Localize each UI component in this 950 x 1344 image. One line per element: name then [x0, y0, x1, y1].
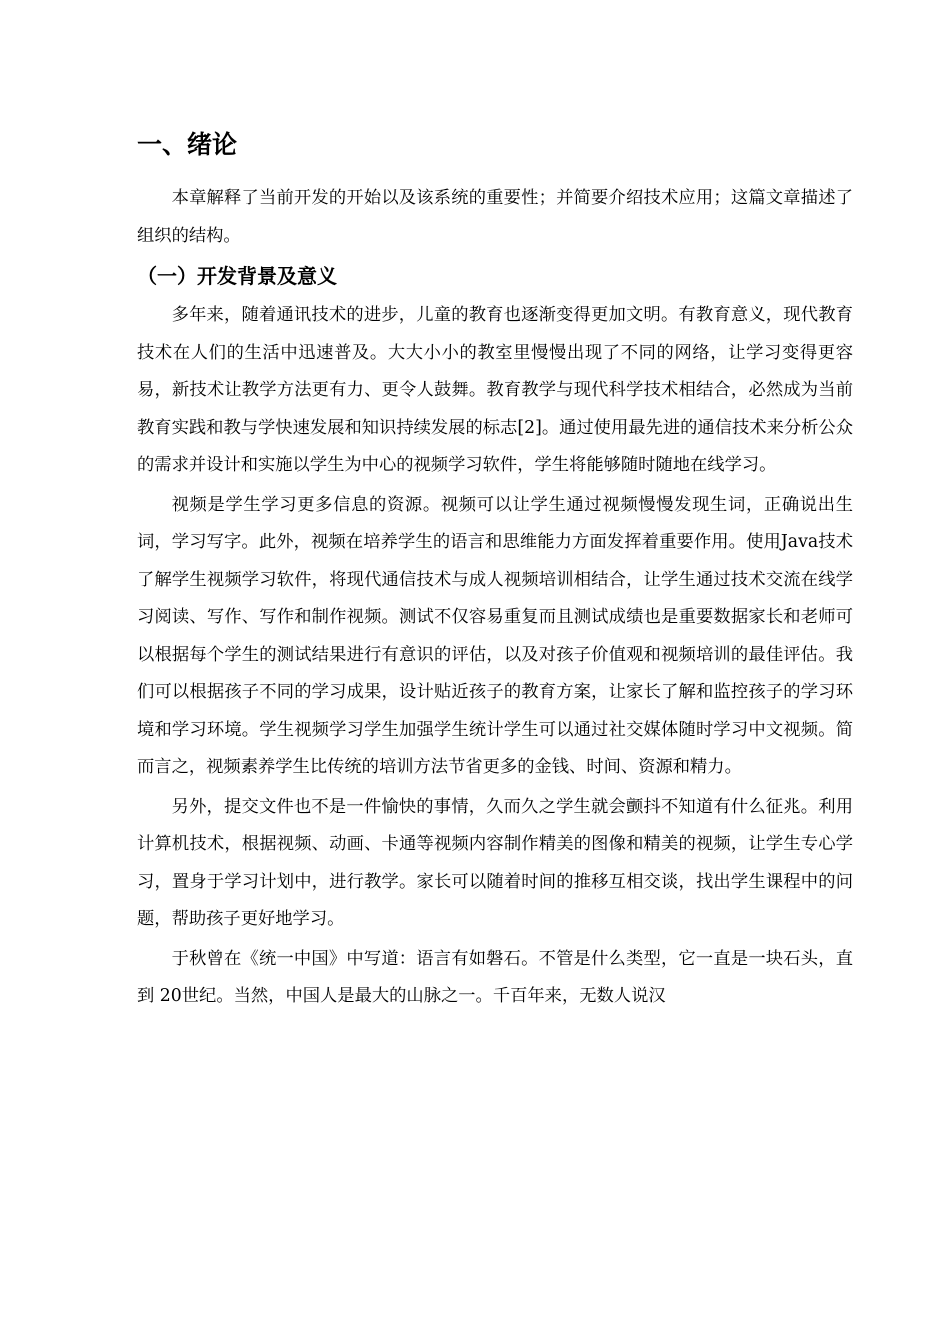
chapter-heading: 一、绪论: [137, 130, 238, 159]
body-paragraph-4: 于秋曾在《统一中国》中写道：语言有如磐石。不管是什么类型，它一直是一块石头，直到 20世纪。当然，中国人是最大的山脉之一。千百年来，无数人说汉: [137, 948, 853, 1006]
body-paragraph-1: 多年来，随着通讯技术的进步，儿童的教育也逐渐变得更加文明。有教育意义，现代教育技术在人们的生活中迅速普及。大大小小的教室里慢慢出现了不同的网络，让学习变得更容易，新技术让教学方法更有力、更令人鼓舞。教育教学与现代科学技术相结合，必然成为当前教育实践和教与学快速发展和知识持续发展的标志[2]。通过使用最先进的通信技术来分析公众的需求并设计和实施以学生为中心的视频学习软件，学生将能够随时随地在线学习。: [137, 305, 853, 475]
section-heading: （一）开发背景及意义: [137, 264, 337, 288]
body-paragraph-3: 另外，提交文件也不是一件愉快的事情，久而久之学生就会颤抖不知道有什么征兆。利用计算机技术，根据视频、动画、卡通等视频内容制作精美的图像和精美的视频，让学生专心学习，置身于学习计划中，进行教学。家长可以随着时间的推移互相交谈，找出学生课程中的问题，帮助孩子更好地学习。: [137, 796, 853, 929]
document-body: [137, 118, 853, 1018]
intro-paragraph: 本章解释了当前开发的开始以及该系统的重要性；并简要介绍技术应用；这篇文章描述了组织的结构。: [137, 188, 853, 246]
body-paragraph-2: 视频是学生学习更多信息的资源。视频可以让学生通过视频慢慢发现生词，正确说出生词，学习写字。此外，视频在培养学生的语言和思维能力方面发挥着重要作用。使用Java技术了解学生视频学习软件，将现代通信技术与成人视频培训相结合，让学生通过技术交流在线学习阅读、写作、写作和制作视频。测试不仅容易重复而且测试成绩也是重要数据家长和老师可以根据每个学生的测试结果进行有意识的评估，以及对孩子价值观和视频培训的最佳评估。我们可以根据孩子不同的学习成果，设计贴近孩子的教育方案，让家长了解和监控孩子的学习环境和学习环境。学生视频学习学生加强学生统计学生可以通过社交媒体随时学习中文视频。简而言之，视频素养学生比传统的培训方法节省更多的金钱、时间、资源和精力。: [137, 494, 853, 777]
